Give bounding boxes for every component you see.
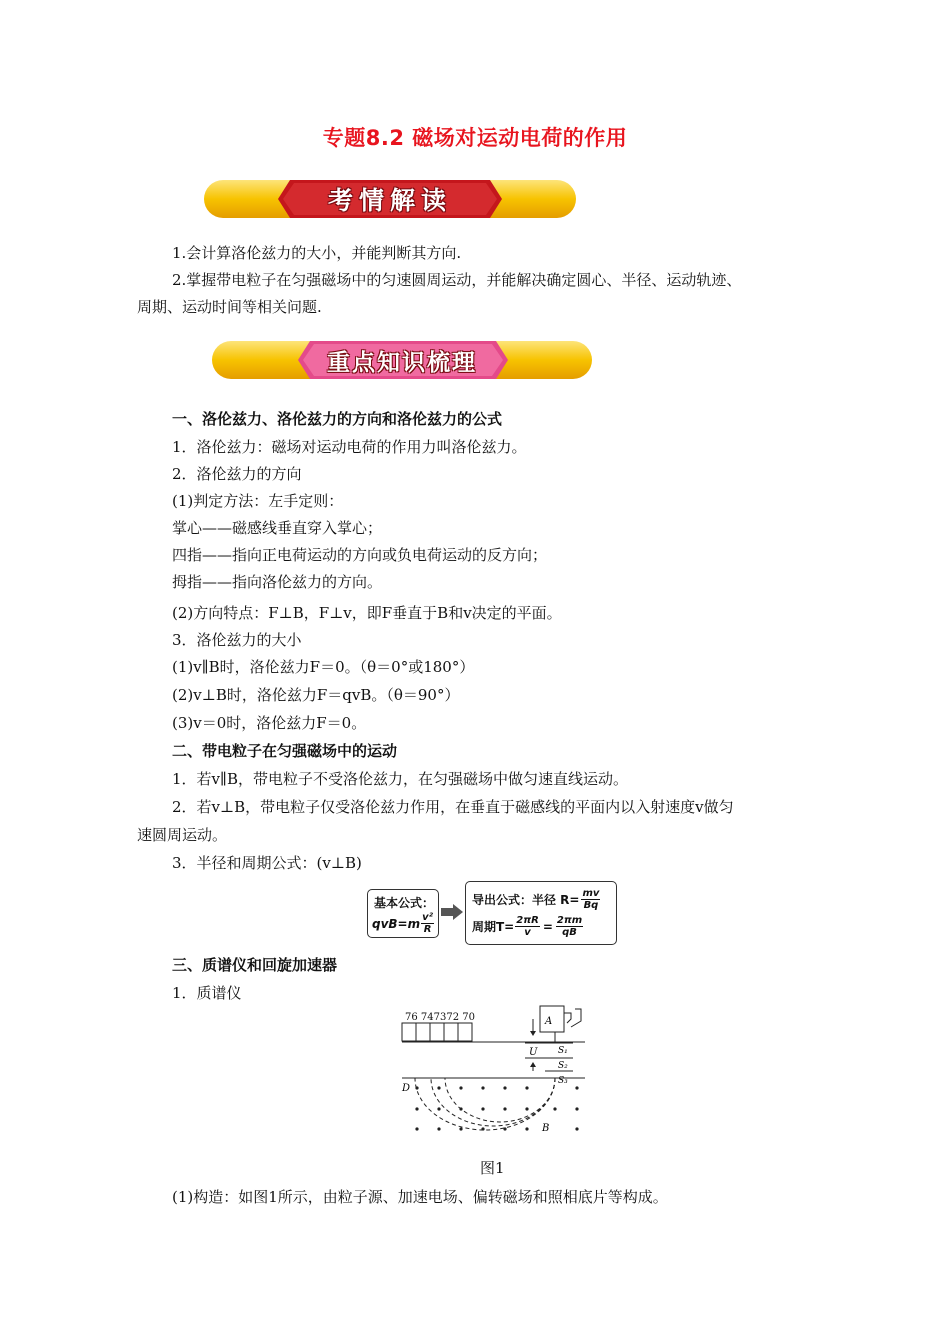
basic-formula-box xyxy=(367,889,439,938)
section-banner-exam-analysis xyxy=(202,176,578,222)
text-line: (2)v⊥B时，洛伦兹力F＝qvB。（θ＝90°） xyxy=(172,686,460,704)
voltage-arrowhead xyxy=(530,1031,536,1036)
label-D: D xyxy=(402,1083,411,1094)
radius-formula: 导出公式：半径 R= $\frac{mv}{Bq}$ xyxy=(472,888,600,911)
objective-1: 1.会计算洛伦兹力的大小，并能判断其方向. xyxy=(172,244,462,262)
source-tube xyxy=(571,1009,581,1027)
section-heading-3: 三、质谱仪和回旋加速器 xyxy=(172,956,338,974)
text-line: 速圆周运动。 xyxy=(137,826,228,844)
label-S2: S₂ xyxy=(558,1061,568,1071)
fraction: $\frac{2\pi m}{qB}$ xyxy=(556,915,583,938)
basic-formula-eq: qvB=m v² R xyxy=(372,912,434,935)
figure-caption: 图1 xyxy=(480,1159,505,1177)
particle-trajectory xyxy=(445,1078,555,1122)
scale-labels: 76 747372 70 xyxy=(405,1012,475,1023)
text-line: 3．半径和周期公式：(v⊥B) xyxy=(172,854,362,872)
source-tube xyxy=(564,1013,571,1023)
section-heading-2: 二、带电粒子在匀强磁场中的运动 xyxy=(172,742,398,760)
text-line: 1．质谱仪 xyxy=(172,984,242,1002)
text-line: 2．洛伦兹力的方向 xyxy=(172,465,302,483)
text-line: (3)v＝0时，洛伦兹力F＝0。 xyxy=(172,714,367,732)
fraction: v² R xyxy=(422,912,434,935)
derived-formula-box xyxy=(465,881,617,945)
text-line: 3．洛伦兹力的大小 xyxy=(172,631,302,649)
text-line: 2．若v⊥B，带电粒子仅受洛伦兹力作用，在垂直于磁感线的平面内以入射速度v做匀 xyxy=(172,798,734,816)
text-line: (1)构造：如图1所示，由粒子源、加速电场、偏转磁场和照相底片等构成。 xyxy=(172,1188,668,1206)
label-S3: S₃ xyxy=(558,1076,568,1086)
banner-label: 考情解读 xyxy=(327,186,452,215)
magnetic-field-dots xyxy=(415,1086,578,1130)
text-line: 四指——指向正电荷运动的方向或负电荷运动的反方向； xyxy=(172,546,548,564)
fraction: $\frac{2\pi R}{v}$ xyxy=(516,915,539,938)
arrow-right-icon xyxy=(441,904,463,920)
voltage-arrowhead xyxy=(530,1062,536,1067)
section-banner-key-knowledge xyxy=(210,337,594,383)
text-line: (1)v∥B时，洛伦兹力F＝0。（θ＝0°或180°） xyxy=(172,658,475,676)
text-line: (2)方向特点：F⊥B，F⊥v，即F垂直于B和v决定的平面。 xyxy=(172,604,562,622)
fraction: $\frac{mv}{Bq}$ xyxy=(582,888,600,911)
text-line: (1)判定方法：左手定则： xyxy=(172,492,344,510)
label-U: U xyxy=(529,1047,538,1058)
mass-spectrometer-diagram xyxy=(395,1005,595,1140)
label-S1: S₁ xyxy=(558,1046,568,1056)
particle-trajectory xyxy=(431,1078,555,1126)
basic-formula-label: 基本公式： xyxy=(374,896,435,910)
objective-2: 2.掌握带电粒子在匀强磁场中的匀速圆周运动，并能解决确定圆心、半径、运动轨迹、 xyxy=(172,271,742,289)
text-line: 掌心——磁感线垂直穿入掌心； xyxy=(172,519,383,537)
banner-label: 重点知识梳理 xyxy=(327,349,477,376)
text-line: 1．洛伦兹力：磁场对运动电荷的作用力叫洛伦兹力。 xyxy=(172,438,527,456)
page-title: 专题8.2 磁场对运动电荷的作用 xyxy=(322,126,628,150)
particle-trajectory xyxy=(415,1078,555,1130)
objective-2-cont: 周期、运动时间等相关问题. xyxy=(137,298,322,316)
label-B: B xyxy=(542,1123,550,1134)
label-A: A xyxy=(545,1016,553,1027)
section-heading-1: 一、洛伦兹力、洛伦兹力的方向和洛伦兹力的公式 xyxy=(172,410,503,428)
scale-plate xyxy=(402,1023,472,1041)
period-formula: 周期T= $\frac{2\pi R}{v}$ = $\frac{2\pi m}{qB}$ xyxy=(472,915,583,938)
text-line: 1．若v∥B，带电粒子不受洛伦兹力，在匀强磁场中做匀速直线运动。 xyxy=(172,770,628,788)
text-line: 拇指——指向洛伦兹力的方向。 xyxy=(172,573,383,591)
